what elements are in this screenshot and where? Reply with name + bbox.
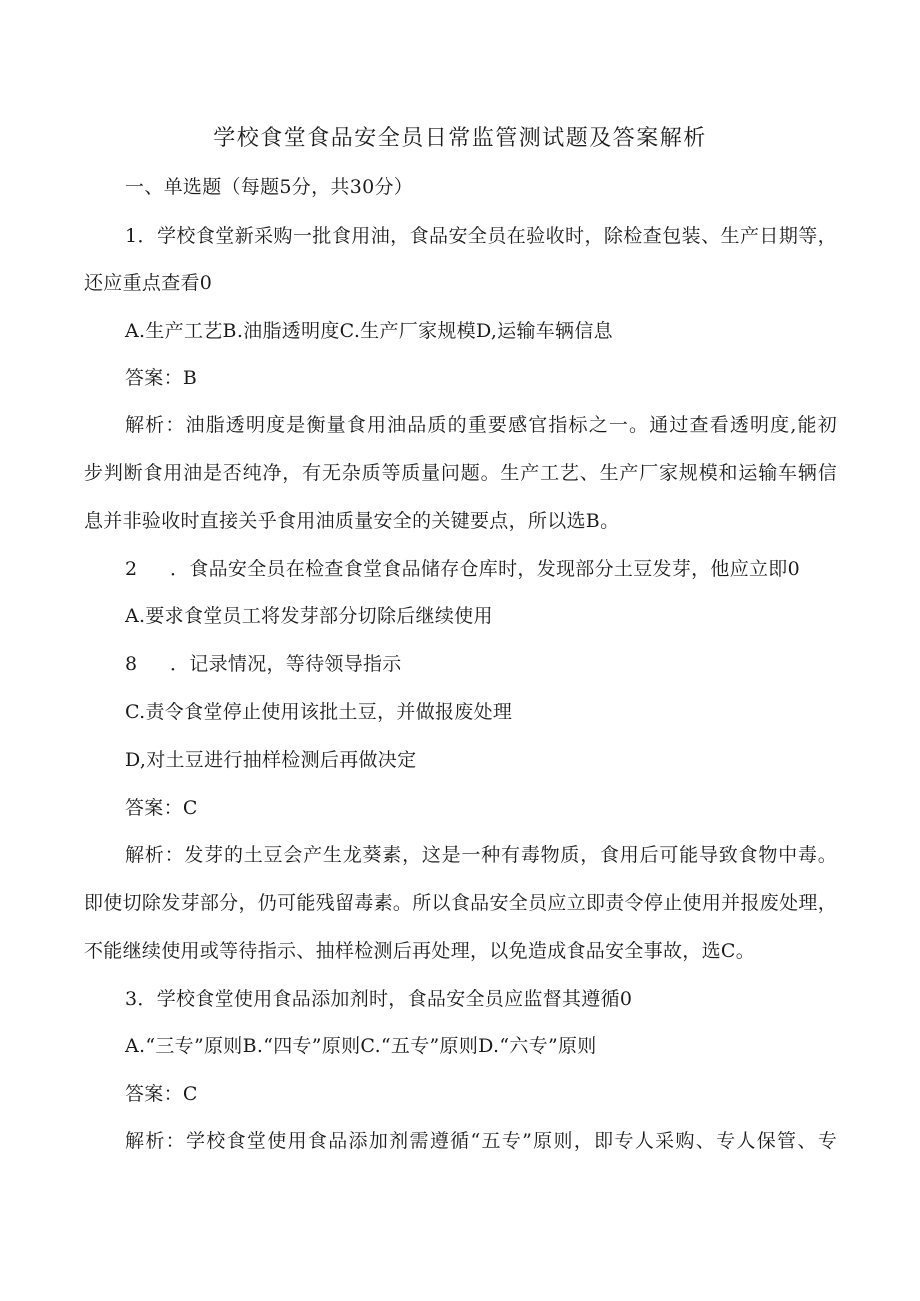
- q3-options: A.“三专”原则B.“四专”原则C.“五专”原则D.“六专”原则: [125, 1035, 597, 1057]
- q1-stem-line1: 1．学校食堂新采购一批食用油，食品安全员在验收时，除检查包装、生产日期等，: [125, 225, 837, 247]
- q2-stem: ．食品安全员在检查食堂食品储存仓库时，发现部分土豆发芽，他应立即0: [170, 558, 800, 580]
- q2-number: 2: [125, 558, 138, 580]
- q2-option-b-number: 8: [125, 653, 138, 675]
- section-heading: 一、单选题（每题5分，共30分）: [125, 176, 414, 198]
- q1-answer: 答案：B: [125, 367, 198, 389]
- q3-stem: 3．学校食堂使用食品添加剂时，食品安全员应监督其遵循0: [125, 988, 633, 1010]
- q3-analysis-line1: 解析：学校食堂使用食品添加剂需遵循“五专”原则，即专人采购、专人保管、专: [125, 1130, 837, 1152]
- q1-analysis-line1: 解析：油脂透明度是衡量食用油品质的重要感官指标之一。通过查看透明度,能初: [125, 414, 837, 436]
- q2-answer: 答案：C: [125, 797, 198, 819]
- q2-option-c: C.责令食堂停止使用该批土豆，并做报废处理: [125, 701, 513, 723]
- q1-stem-line2: 还应重点查看0: [84, 272, 213, 294]
- q2-option-b: ．记录情况，等待领导指示: [170, 653, 402, 675]
- q3-answer: 答案：C: [125, 1083, 198, 1105]
- q2-analysis-line1: 解析：发芽的土豆会产生龙葵素，这是一种有毒物质，食用后可能导致食物中毒。: [125, 844, 837, 866]
- document-title: 学校食堂食品安全员日常监管测试题及答案解析: [213, 126, 707, 151]
- q2-analysis-line3: 不能继续使用或等待指示、抽样检测后再处理，以免造成食品安全事故，选C。: [84, 940, 756, 962]
- q1-analysis-line2: 步判断食用油是否纯净，有无杂质等质量问题。生产工艺、生产厂家规模和运输车辆信: [84, 462, 837, 484]
- q1-analysis-line3: 息并非验收时直接关乎食用油质量安全的关键要点，所以选B。: [84, 510, 620, 532]
- q1-options: A.生产工艺B.油脂透明度C.生产厂家规模D,运输车辆信息: [125, 320, 613, 342]
- q2-analysis-line2: 即使切除发芽部分，仍可能残留毒素。所以食品安全员应立即责令停止使用并报废处理，: [84, 892, 837, 914]
- q2-option-d: D,对土豆进行抽样检测后再做决定: [125, 749, 417, 771]
- q2-option-a: A.要求食堂员工将发芽部分切除后继续使用: [125, 605, 493, 627]
